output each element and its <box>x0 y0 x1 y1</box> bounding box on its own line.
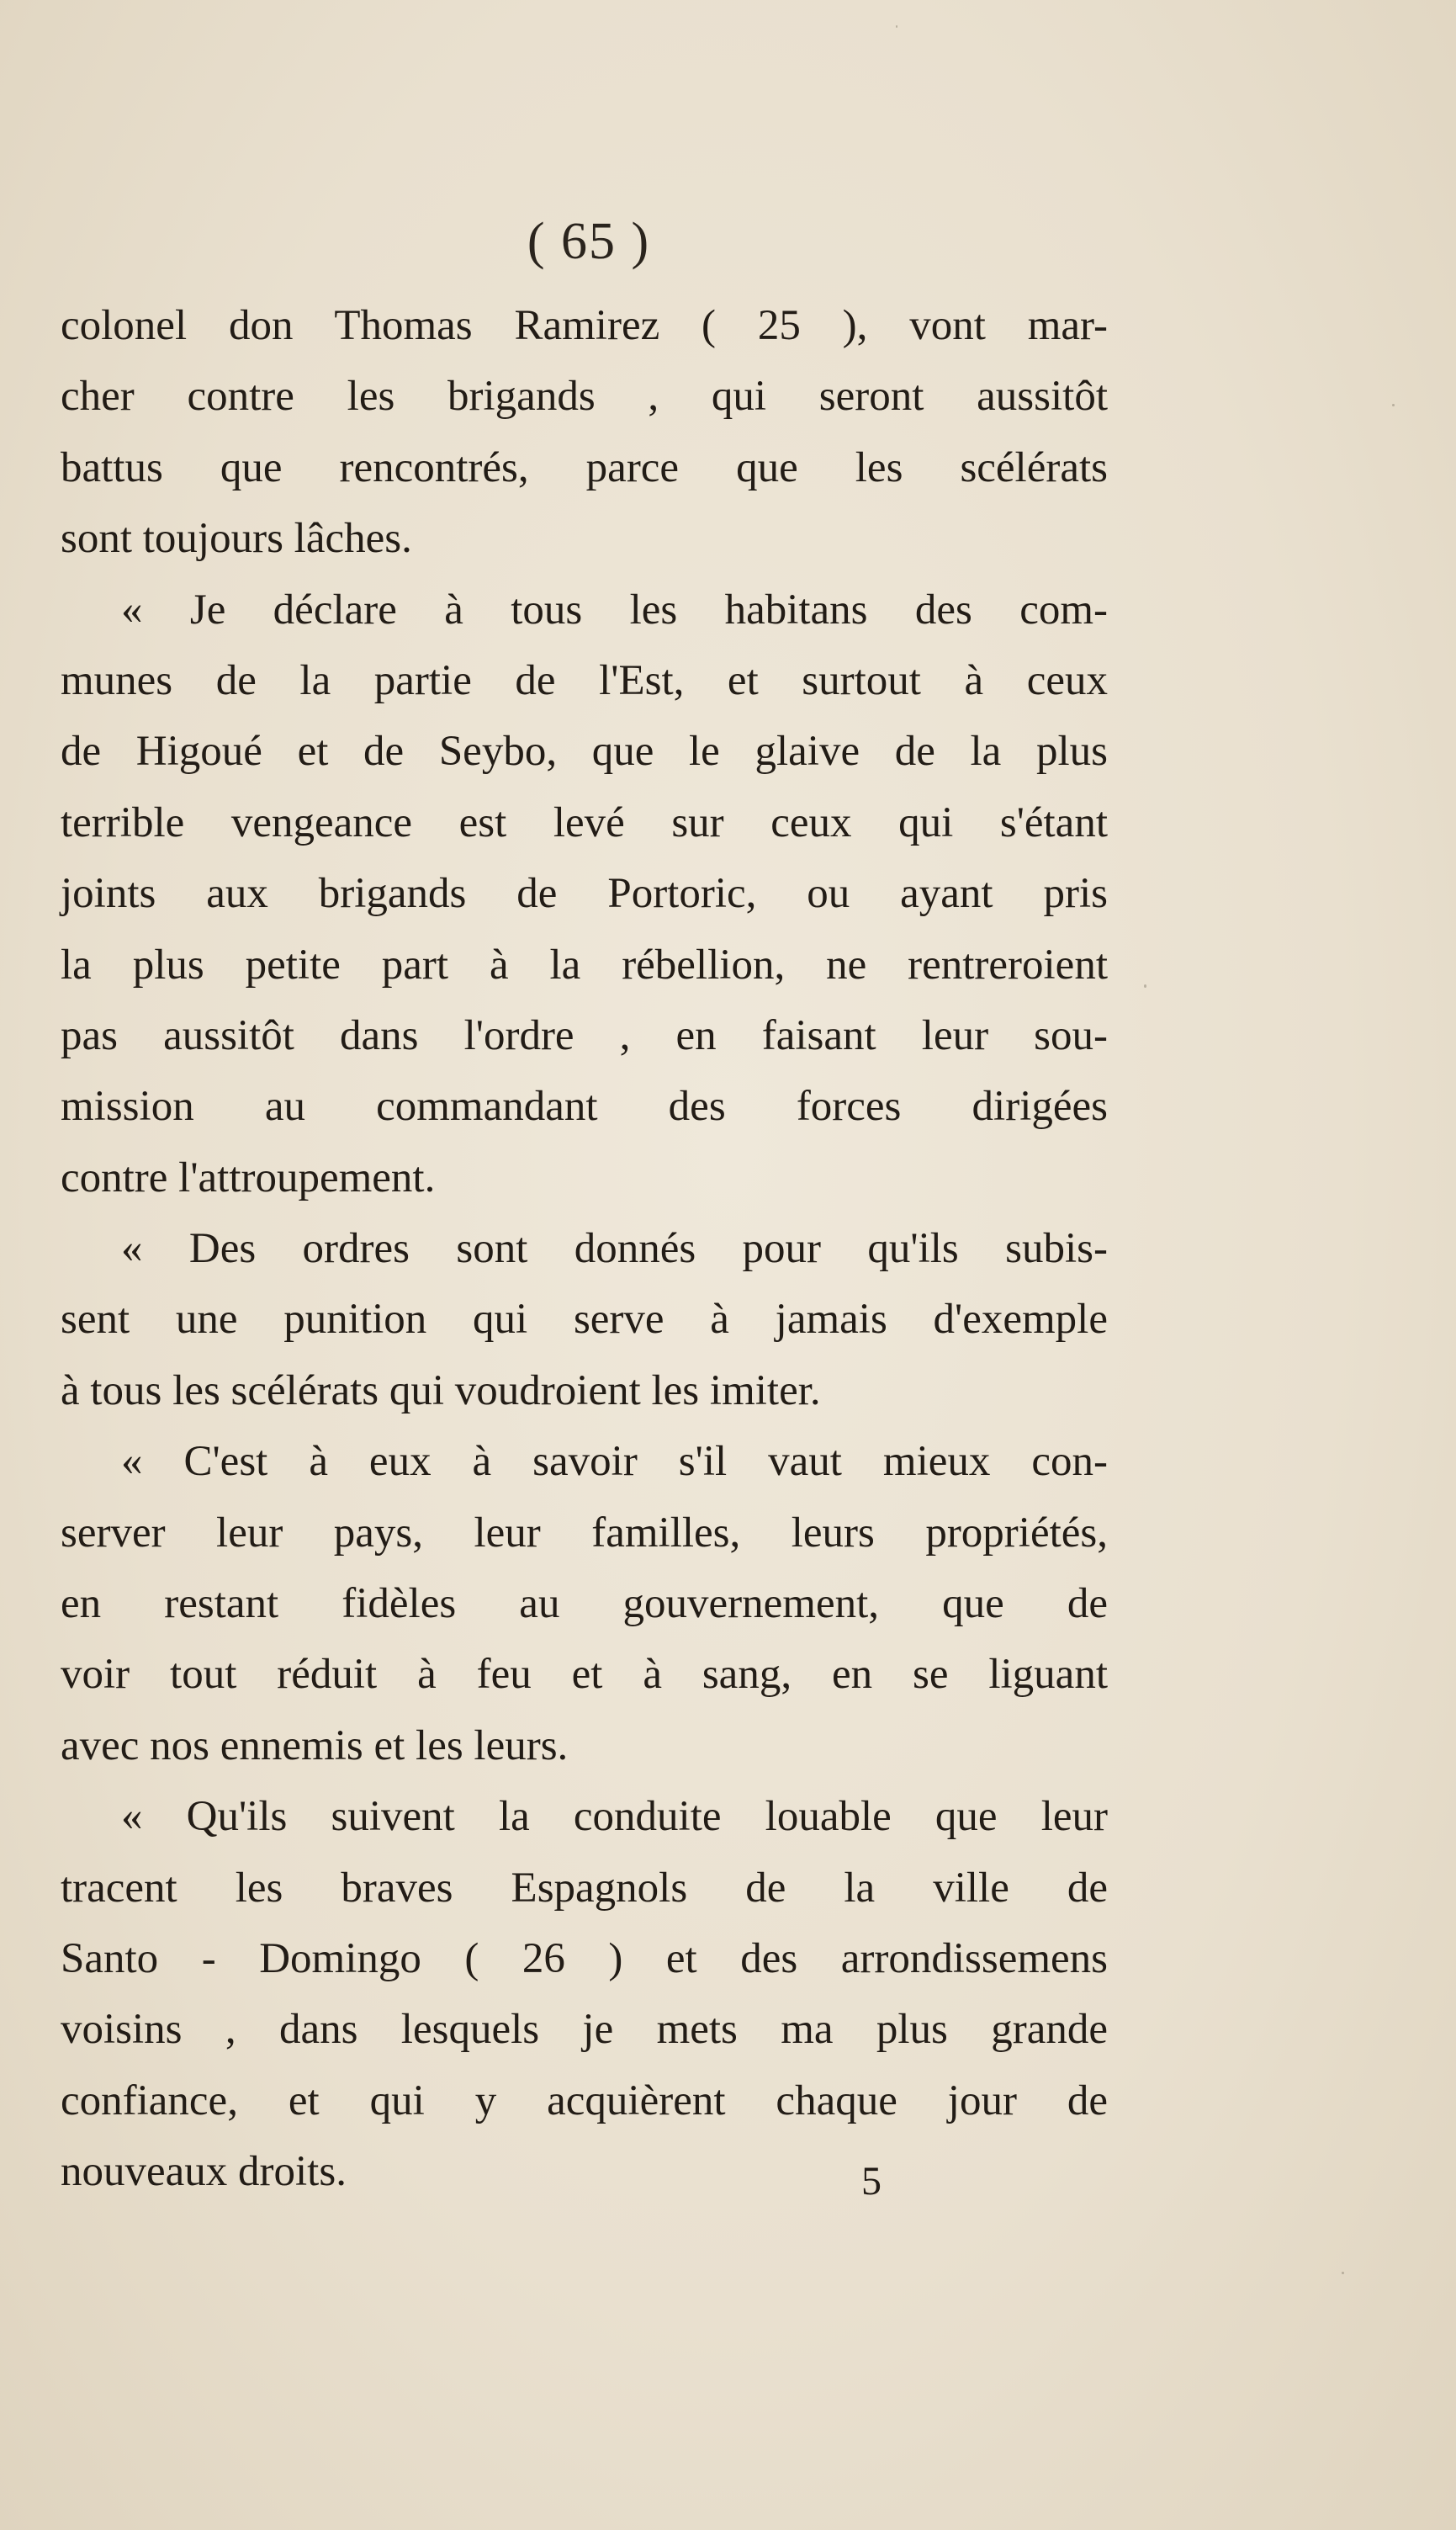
text-line: en restant fidèles au gouvernement, que de <box>61 1580 1108 1628</box>
body-text <box>61 290 1108 2208</box>
text-line: munes de la partie de l'Est, et surtout à ceux <box>61 656 1108 704</box>
paper-speck <box>1144 984 1146 988</box>
text-line: voisins , dans lesquels je mets ma plus grande <box>61 2006 1108 2054</box>
text-line: mission au commandant des forces dirigées <box>61 1083 1108 1131</box>
text-line: la plus petite part à la rébellion, ne rentreroient <box>61 941 1108 989</box>
paper-speck <box>1342 2272 1344 2274</box>
text-line: cher contre les brigands , qui seront aussitôt <box>61 373 1108 421</box>
text-line: voir tout réduit à feu et à sang, en se liguant <box>61 1651 1108 1699</box>
text-line: à tous les scélérats qui voudroient les imiter. <box>61 1366 821 1414</box>
text-line: joints aux brigands de Portoric, ou ayant pris <box>61 870 1108 918</box>
text-line: terrible vengeance est levé sur ceux qui s'étant <box>61 798 1108 846</box>
text-line: « Des ordres sont donnés pour qu'ils subis- <box>121 1225 1108 1273</box>
text-line: sont toujours lâches. <box>61 515 412 563</box>
text-line: confiance, et qui y acquièrent chaque jour de <box>61 2077 1108 2124</box>
text-line: « Qu'ils suivent la conduite louable que leur <box>121 1793 1108 1841</box>
text-line: tracent les braves Espagnols de la ville de <box>61 1864 1108 1912</box>
paper-speck <box>1392 404 1395 406</box>
paper-speck <box>896 25 897 28</box>
text-line: sent une punition qui serve à jamais d'exemple <box>61 1296 1108 1344</box>
text-line: colonel don Thomas Ramirez ( 25 ), vont mar- <box>61 302 1108 349</box>
text-line: server leur pays, leur familles, leurs propriétés, <box>61 1509 1108 1557</box>
text-line: avec nos ennemis et les leurs. <box>61 1721 569 1769</box>
text-line: battus que rencontrés, parce que les scélérats <box>61 443 1108 491</box>
page-number: ( 65 ) <box>527 213 651 270</box>
text-line: « Je déclare à tous les habitans des com- <box>121 586 1108 634</box>
text-line: de Higoué et de Seybo, que le glaive de la plus <box>61 728 1108 776</box>
text-line: Santo - Domingo ( 26 ) et des arrondissemens <box>61 1934 1108 1982</box>
text-line: contre l'attroupement. <box>61 1154 436 1201</box>
text-line: pas aussitôt dans l'ordre , en faisant leur sou- <box>61 1011 1108 1059</box>
text-line: « C'est à eux à savoir s'il vaut mieux con- <box>121 1438 1108 1486</box>
text-line: nouveaux droits. <box>61 2148 347 2196</box>
signature-mark: 5 <box>861 2159 882 2204</box>
